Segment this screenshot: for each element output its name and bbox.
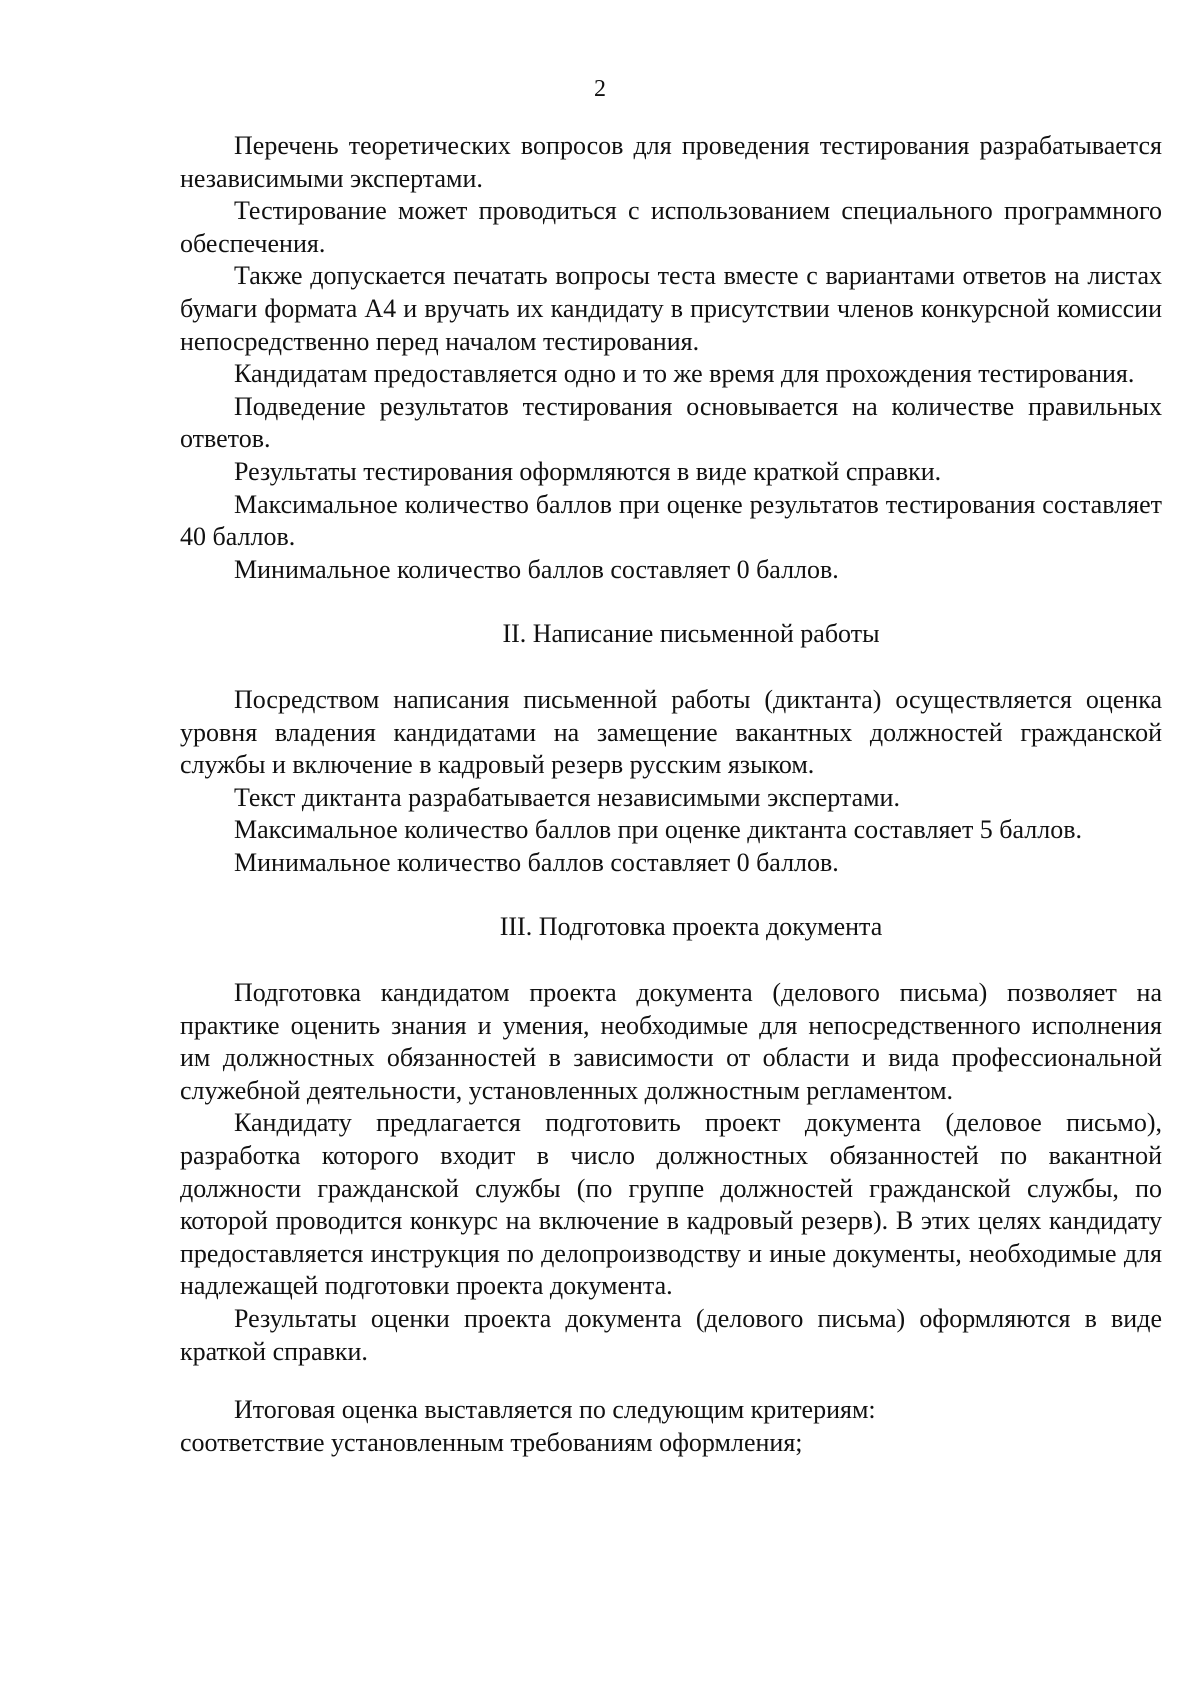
section-heading: III. Подготовка проекта документа	[499, 912, 883, 942]
paragraph: Подведение результатов тестирования основывается на количестве правильных ответов.	[180, 391, 1162, 454]
paragraph: Тестирование может проводиться с использованием специального программного обеспечения.	[180, 196, 1162, 258]
paragraph: Также допускается печатать вопросы теста вместе с вариантами ответов на листах бумаги формата А4 и вручать их кандидату в присутствии членов конкурсной комиссии непосредственно перед началом тестирования.	[180, 261, 1162, 356]
paragraph: Подготовка кандидатом проекта документа (делового письма) позволяет на практике оценить знания и умения, необходимые для непосредственного исполнения им должностных обязанностей в зависимости от области и вида профессиональной служебной деятельности, установленных должностным регламентом.	[180, 978, 1162, 1105]
paragraph: Максимальное количество баллов при оценке результатов тестирования составляет 40 баллов.	[180, 489, 1162, 552]
document-body	[180, 130, 1162, 1459]
paragraph: Посредством написания письменной работы (диктанта) осуществляется оценка уровня владения кандидатами на замещение вакантных должностей гражданской службы и включение в кадровый резерв русским языком.	[180, 684, 1162, 780]
criteria-intro: Итоговая оценка выставляется по следующим критериям:	[234, 1395, 876, 1425]
paragraph: Результаты оценки проекта документа (делового письма) оформляются в виде краткой справки.	[180, 1304, 1162, 1366]
section-heading: II. Написание письменной работы	[502, 619, 880, 649]
paragraph: Максимальное количество баллов при оценке диктанта составляет 5 баллов.	[234, 815, 1083, 845]
paragraph: Перечень теоретических вопросов для проведения тестирования разрабатывается независимыми экспертами.	[180, 131, 1162, 193]
paragraph: Кандидатам предоставляется одно и то же время для прохождения тестирования.	[234, 359, 1135, 389]
paragraph: Кандидату предлагается подготовить проект документа (деловое письмо), разработка которого входит в число должностных обязанностей по вакантной должности гражданской службы (по группе должностей гражданской службы, по которой проводится конкурс на включение в кадровый резерв). В этих целях кандидату предоставляется инструкция по делопроизводству и иные документы, необходимые для надлежащей подготовки проекта документа.	[180, 1108, 1162, 1301]
paragraph: Минимальное количество баллов составляет 0 баллов.	[234, 847, 839, 877]
paragraph: Минимальное количество баллов составляет 0 баллов.	[234, 554, 839, 584]
page-number: 2	[594, 76, 606, 102]
paragraph: Результаты тестирования оформляются в виде краткой справки.	[234, 456, 942, 486]
paragraph: Текст диктанта разрабатывается независимыми экспертами.	[234, 782, 900, 812]
criteria-item: соответствие установленным требованиям оформления;	[180, 1427, 803, 1457]
